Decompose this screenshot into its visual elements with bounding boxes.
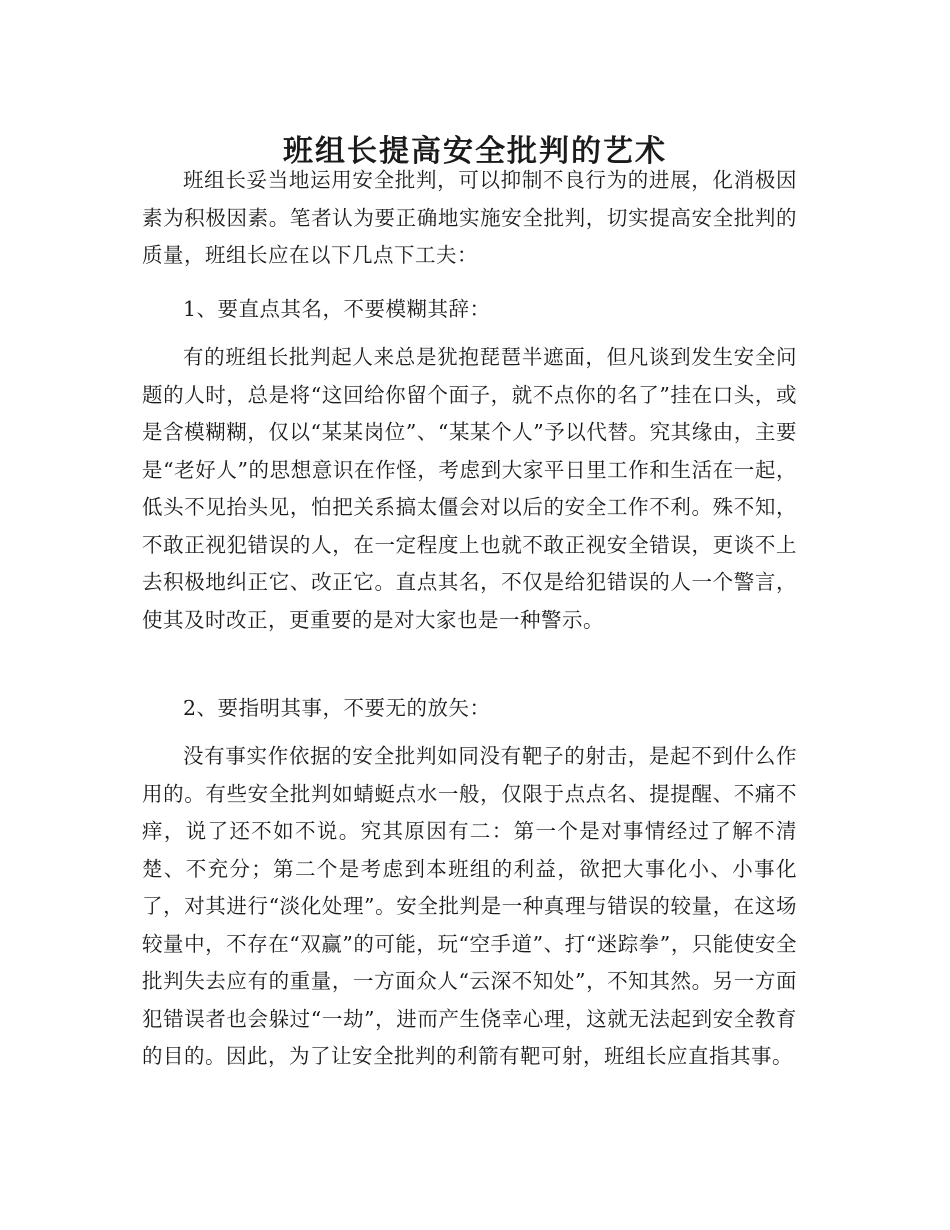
intro-paragraph: 班组长妥当地运用安全批判，可以抑制不良行为的进展，化消极因素为积极因素。笔者认为要正确地实施安全批判，切实提高安全批判的质量，班组长应在以下几点下工夫： xyxy=(142,168,797,267)
section-body-1: 有的班组长批判起人来总是犹抱琵琶半遮面，但凡谈到发生安全问题的人时，总是将“这回给你留个面子，就不点你的名了”挂在口头，或是含模糊糊，仅以“某某岗位”、“某某个人”予以代替。究其缘由，主要是“老好人”的思想意识在作怪，考虑到大家平日里工作和生活在一起，低头不见抬头见，怕把关系搞太僵会对以后的安全工作不利。殊不知，不敢正视犯错误的人，在一定程度上也就不敢正视安全错误，更谈不上去积极地纠正它、改正它。直点其名，不仅是给犯错误的人一个警言，使其及时改正，更重要的是对大家也是一种警示。 xyxy=(142,345,797,632)
section-heading-2: 2、要指明其事，不要无的放矢： xyxy=(183,696,491,720)
section-heading-1: 1、要直点其名，不要模糊其辞： xyxy=(183,297,491,321)
document-title: 班组长提高安全批判的艺术 xyxy=(283,134,667,170)
section-body-2: 没有事实作依据的安全批判如同没有靶子的射击，是起不到什么作用的。有些安全批判如蜻蜓点水一般，仅限于点点名、提提醒、不痛不痒，说了还不如不说。究其原因有二：第一个是对事情经过了解不清楚、不充分；第二个是考虑到本班组的利益，欲把大事化小、小事化了，对其进行“淡化处理”。安全批判是一种真理与错误的较量，在这场较量中，不存在“双赢”的可能，玩“空手道”、打“迷踪拳”，只能使安全批判失去应有的重量，一方面众人“云深不知处”，不知其然。另一方面犯错误者也会躲过“一劫”，进而产生侥幸心理，这就无法起到安全教育的目的。因此，为了让安全批判的利箭有靶可射，班组长应直指其事。 xyxy=(142,744,797,1068)
